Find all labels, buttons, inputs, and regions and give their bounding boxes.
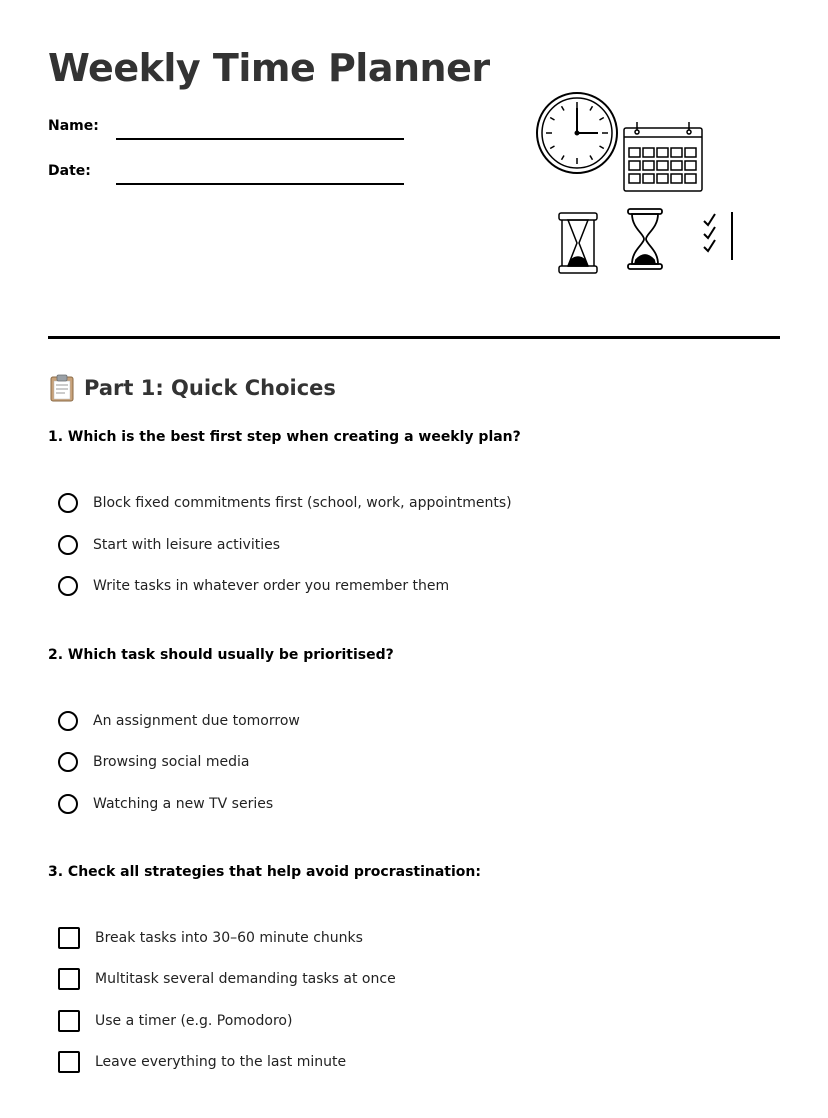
q1-option-2[interactable] <box>58 533 280 557</box>
q2-option-2[interactable] <box>58 750 249 774</box>
radio-button[interactable] <box>58 752 78 772</box>
question-2: 2. Which task should usually be prioritised? <box>48 647 394 663</box>
clock-icon <box>537 93 617 173</box>
q3-option-1[interactable] <box>58 926 363 950</box>
sand-timer-icon <box>559 213 597 273</box>
section-divider <box>48 336 780 339</box>
q2-option-1[interactable] <box>58 709 300 733</box>
radio-button[interactable] <box>58 576 78 596</box>
checkbox[interactable] <box>58 927 80 949</box>
radio-button[interactable] <box>58 794 78 814</box>
option-label: Start with leisure activities <box>93 537 280 553</box>
clipboard-icon <box>48 374 76 402</box>
checkbox[interactable] <box>58 1010 80 1032</box>
checkbox[interactable] <box>58 1051 80 1073</box>
q1-option-3[interactable] <box>58 574 449 598</box>
name-field[interactable] <box>116 138 404 140</box>
question-1: 1. Which is the best first step when creating a weekly plan? <box>48 429 521 445</box>
part1-title: Part 1: Quick Choices <box>84 376 336 400</box>
option-label: Leave everything to the last minute <box>95 1054 347 1070</box>
option-label: Use a timer (e.g. Pomodoro) <box>95 1013 293 1029</box>
checkbox[interactable] <box>58 968 80 990</box>
radio-button[interactable] <box>58 711 78 731</box>
option-label: Watching a new TV series <box>93 796 274 812</box>
option-label: An assignment due tomorrow <box>93 713 300 729</box>
option-label: Block fixed commitments first (school, work, appointments) <box>93 495 512 511</box>
q3-option-4[interactable] <box>58 1050 346 1074</box>
part1-heading <box>48 374 336 402</box>
radio-button[interactable] <box>58 493 78 513</box>
name-label: Name: <box>48 118 99 134</box>
date-field[interactable] <box>116 183 404 185</box>
question-3: 3. Check all strategies that help avoid procrastination: <box>48 864 481 880</box>
q3-option-2[interactable] <box>58 967 396 991</box>
checklist-icon <box>704 212 732 260</box>
q3-option-3[interactable] <box>58 1009 292 1033</box>
page-title: Weekly Time Planner <box>48 46 490 90</box>
option-label: Multitask several demanding tasks at once <box>95 971 396 987</box>
radio-button[interactable] <box>58 535 78 555</box>
q2-option-3[interactable] <box>58 792 273 816</box>
time-illustration <box>532 88 742 280</box>
option-label: Write tasks in whatever order you remember them <box>93 578 450 594</box>
option-label: Browsing social media <box>93 754 250 770</box>
option-label: Break tasks into 30–60 minute chunks <box>95 930 363 946</box>
q1-option-1[interactable] <box>58 491 512 515</box>
calendar-icon <box>624 122 702 191</box>
hourglass-icon <box>628 209 662 269</box>
date-label: Date: <box>48 163 91 179</box>
